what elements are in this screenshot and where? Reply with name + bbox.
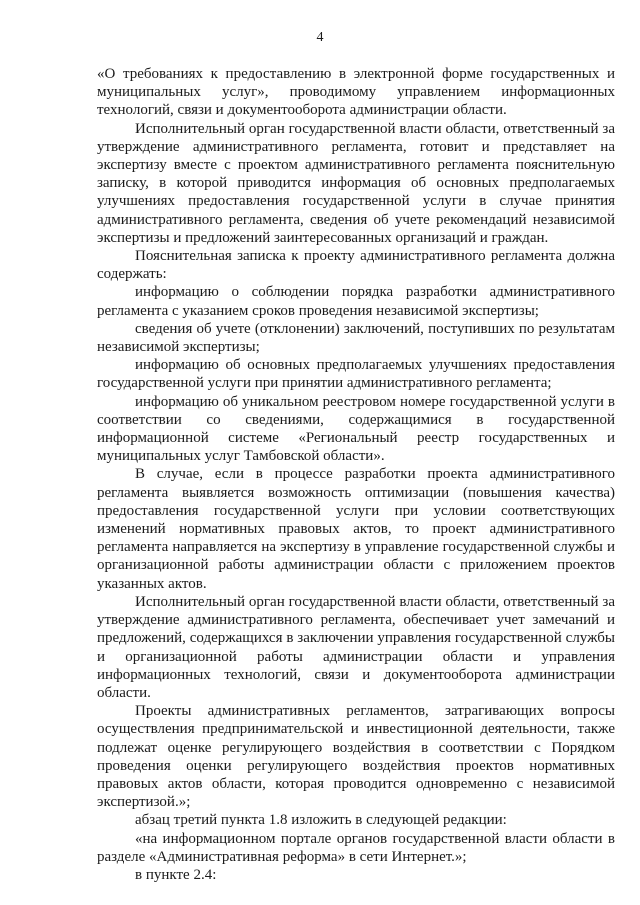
paragraph: «О требованиях к предоставлению в электронной форме государственных и муниципальных услуг», проводимому управлением информационных технологий, связи и документооборота администрации области. (97, 66, 615, 119)
paragraph: информацию об основных предполагаемых улучшениях предоставления государственной услуги при принятии административного регламента; (97, 357, 615, 392)
paragraph: в пункте 2.4: (135, 866, 217, 883)
paragraph: информацию об уникальном реестровом номере государственной услуги в соответствии со сведениями, содержащимися в государственной информационной системе «Региональный реестр государственных и муниципальных услуг Тамбовской области». (97, 393, 615, 465)
paragraph: «на информационном портале органов государственной власти области в разделе «Административная реформа» в сети Интернет.»; (97, 830, 615, 865)
paragraph: Проекты административных регламентов, затрагивающих вопросы осуществления предпринимательской и инвестиционной деятельности, также подлежат оценке регулирующего воздействия в соответствии с Порядком проведения оценки регулирующего воздействия проектов нормативных правовых актов области, которая проводится одновременно с независимой экспертизой.»; (97, 703, 615, 811)
paragraph: Исполнительный орган государственной власти области, ответственный за утверждение административного регламента, обеспечивает учет замечаний и предложений, содержащихся в заключении управления государственной службы и организационной работы администрации области и управления информационных технологий, связи и документооборота администрации области. (97, 593, 615, 701)
paragraph: В случае, если в процессе разработки проекта административного регламента выявляется возможность оптимизации (повышения качества) предоставления государственной услуги при условии соответствующих изменений нормативных правовых актов, то проект административного регламента направляется на экспертизу в управление государственной службы и организационной работы администрации области с приложением проектов указанных актов. (97, 466, 615, 592)
page-number: 4 (316, 30, 324, 45)
paragraph: Исполнительный орган государственной власти области, ответственный за утверждение административного регламента, готовит и представляет на экспертизу вместе с проектом административного регламента пояснительную записку, в которой приводится информация об основных предполагаемых улучшениях предоставления государственной услуги в случае принятия административного регламента, сведения об учете рекомендаций независимой экспертизы и предложений заинтересованных организаций и граждан. (97, 120, 615, 246)
document-body (97, 65, 615, 884)
paragraph: абзац третий пункта 1.8 изложить в следующей редакции: (135, 812, 507, 829)
paragraph: Пояснительная записка к проекту административного регламента должна содержать: (97, 248, 615, 283)
paragraph: сведения об учете (отклонении) заключений, поступивших по результатам независимой экспертизы; (97, 320, 615, 356)
paragraph: информацию о соблюдении порядка разработки административного регламента с указанием сроков проведения независимой экспертизы; (97, 284, 615, 319)
